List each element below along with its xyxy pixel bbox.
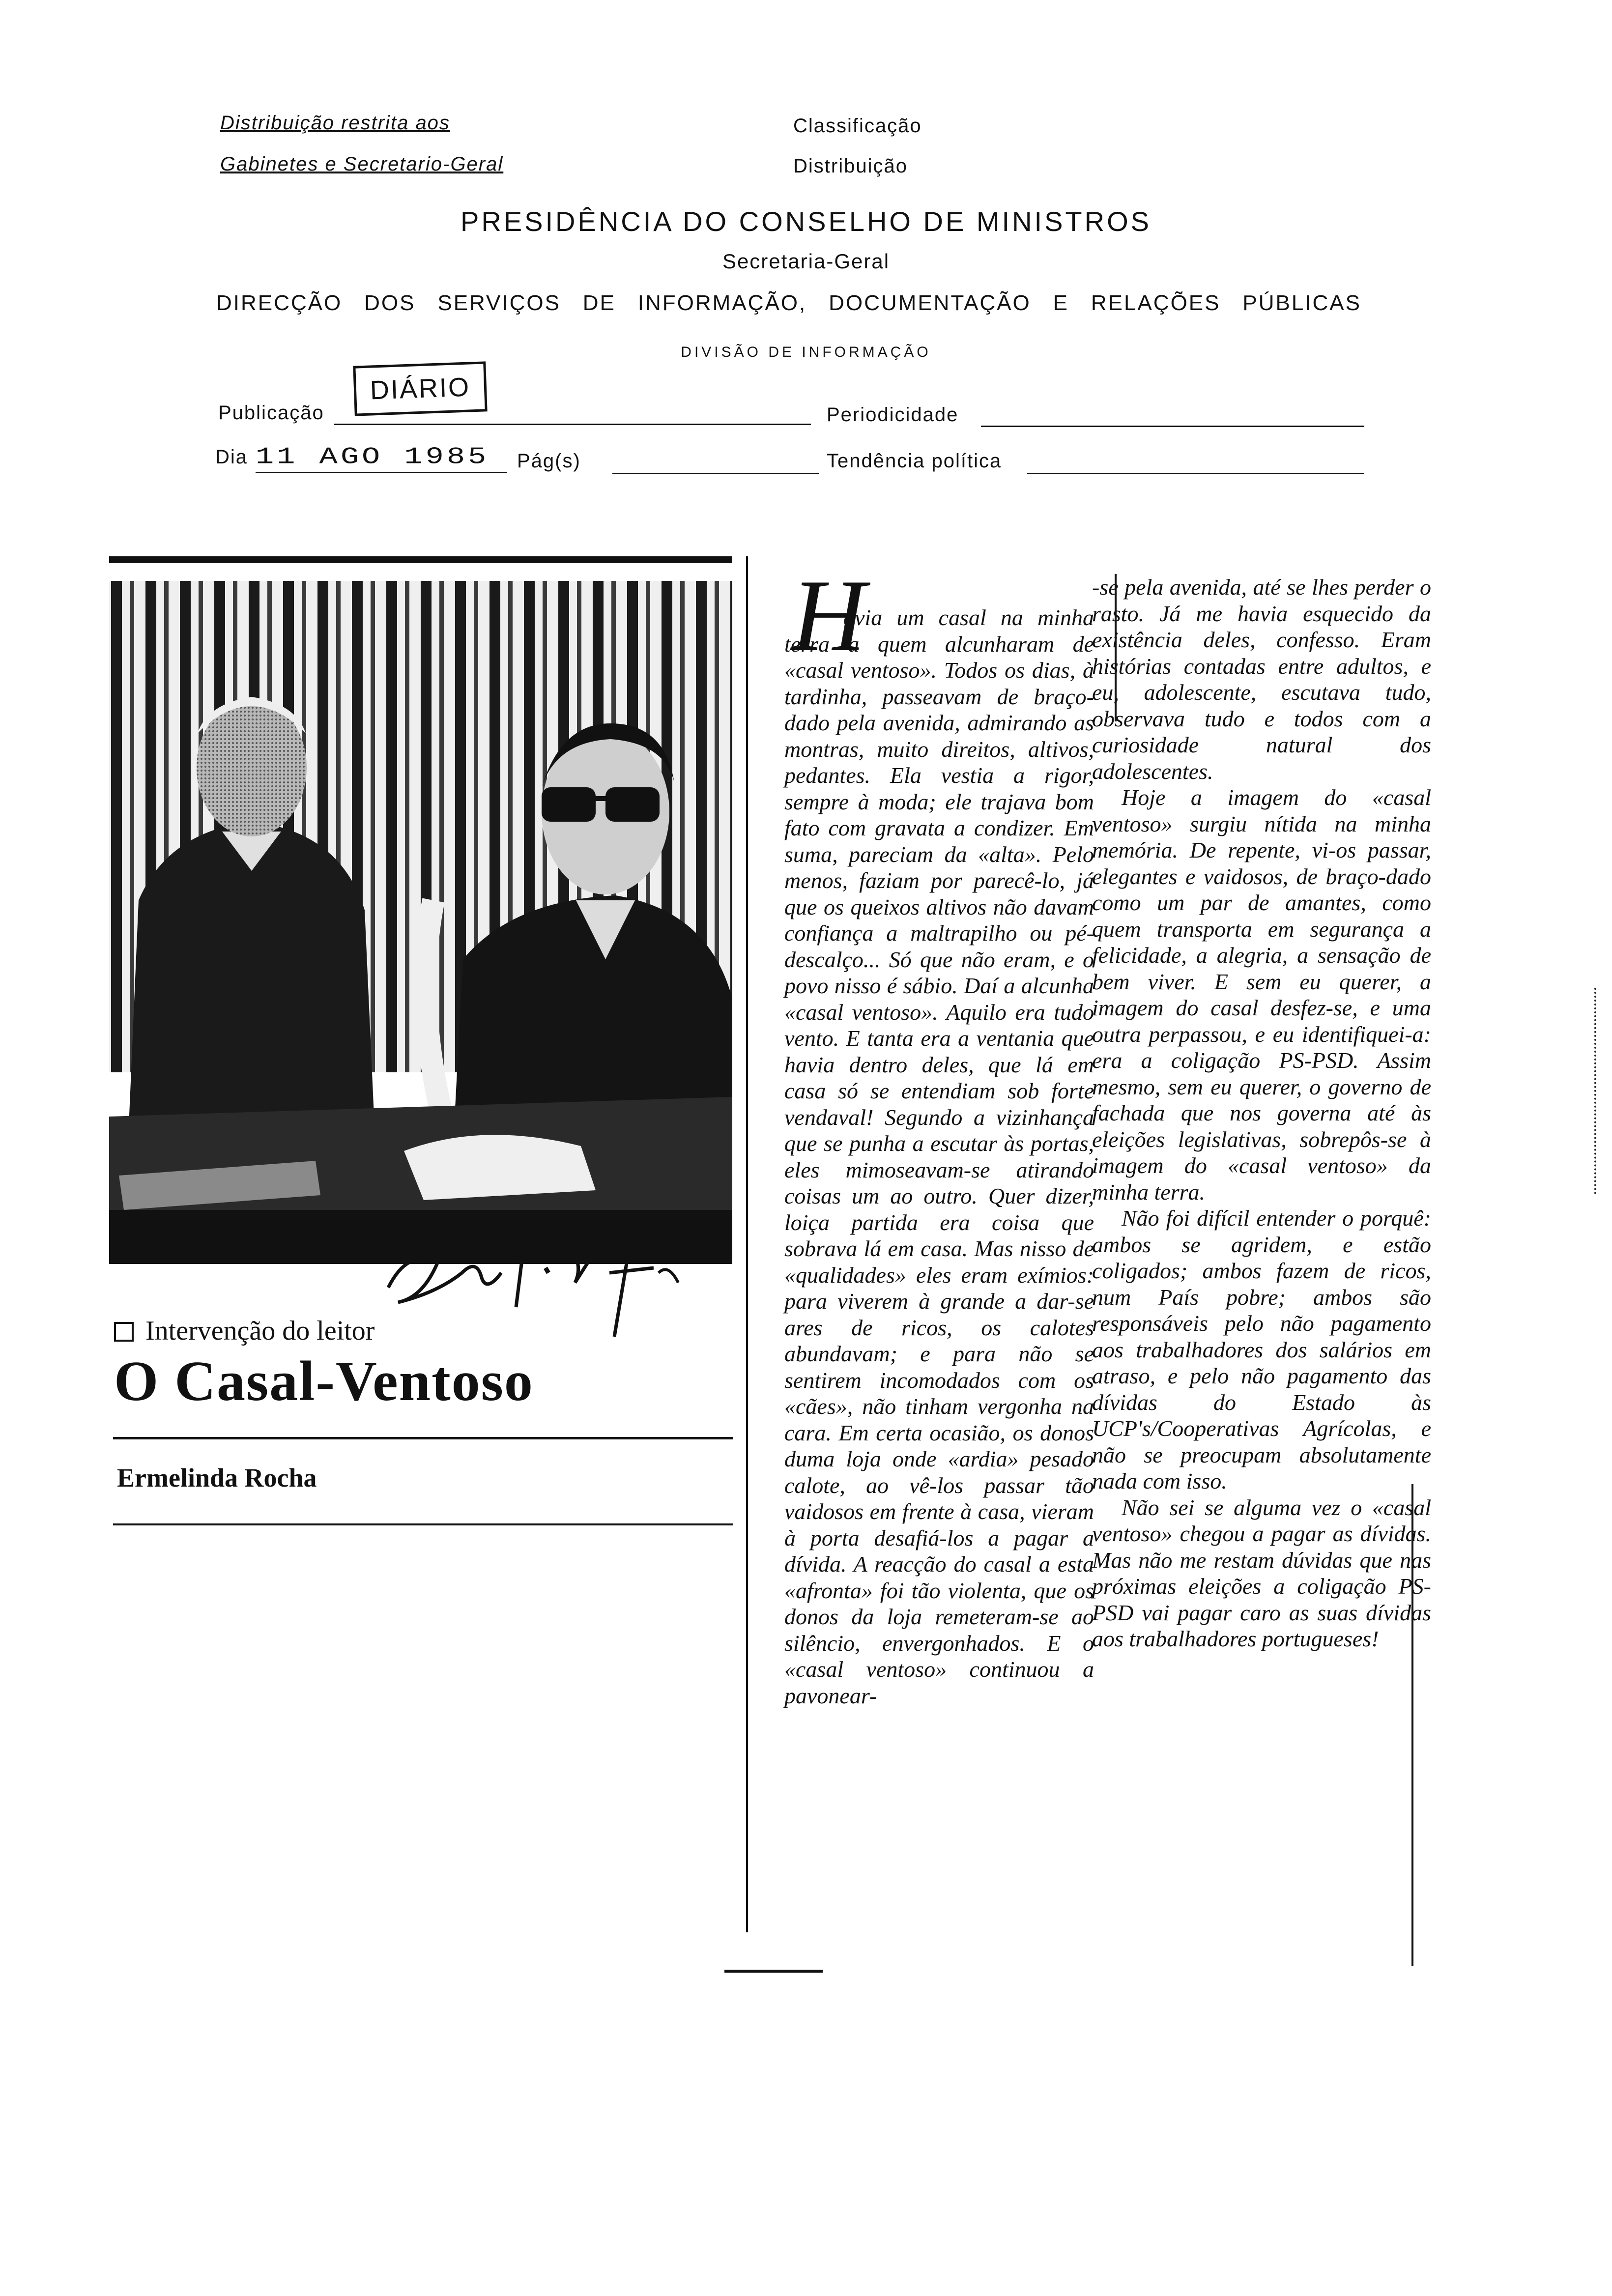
article-paragraph: Não foi difícil entender o porquê: ambos se agridem, e estão coligados; ambos fazem de ricos, num País pobre; ambos são responsáveis pelo não pagamento aos trabalhadores dos salários em atraso, e pelo não pagamento das dívidas do Estado às UCP's/Cooperativas Agrícolas, e não se preocupam absolutamente nada com isso. bbox=[1092, 1205, 1431, 1493]
rubric-checkbox bbox=[114, 1322, 134, 1342]
column-divider-left bbox=[746, 556, 748, 1932]
article-paragraph: avia um casal na minha terra a quem alcunharam de «casal ventoso». Todos os dias, à tardinha, passeavam de braço-dado pela avenida, admirando as montras, muito direitos, altivos, pedantes. Ela vestia a rigor, sempre à moda; ele trajava bom fato com gravata a condizer. Em suma, pareciam da «alta». Pelo menos, faziam por parecê-lo, já que os queixos altivos não davam confiança a maltrapilho ou pé-descalço... Só que não eram, e o povo nisso é sábio. Daí a alcunha «casal ventoso». Aquilo era tudo vento. E tanta era a ventania que havia dentro deles, que lá em casa só se entendiam sob forte vendaval! Segundo a vizinhança que se punha a escutar às portas, eles mimoseavam-se atirando coisas um ao outro. Quer dizer, loiça partida era coisa que sobrava lá em casa. Mas nisso de «qualidades» eles eram exímios: para viverem à grande a dar-se ares de ricos, os calotes abundavam; e para não se sentirem incomodados com os «cães», não tinham vergonha na cara. Em certa ocasião, os donos duma loja onde «ardia» pesado calote, ao vê-los passar tão vaidosos em frente à casa, vieram à porta desafiá-los a pagar a dívida. A reacção do casal a esta «afronta» foi tão violenta, que os donos da loja remeteram-se ao silêncio, envergonhados. E o «casal ventoso» continuou a pavonear- bbox=[784, 605, 1094, 1708]
title-rule bbox=[113, 1437, 733, 1439]
publication-label: Publicação bbox=[218, 402, 324, 424]
article-author: Ermelinda Rocha bbox=[117, 1463, 317, 1492]
org-directorate: DIRECÇÃO DOS SERVIÇOS DE INFORMAÇÃO, DOCUMENTAÇÃO E RELAÇÕES PÚBLICAS bbox=[216, 291, 1361, 315]
org-title: PRESIDÊNCIA DO CONSELHO DE MINISTROS bbox=[461, 206, 1151, 237]
article-column-2 bbox=[1092, 574, 1431, 1652]
org-division: DIVISÃO DE INFORMAÇÃO bbox=[681, 344, 931, 360]
classification-label: Classificação bbox=[793, 115, 922, 137]
distribution-restricted-line: Distribuição restrita aos bbox=[220, 112, 450, 134]
org-subtitle: Secretaria-Geral bbox=[722, 250, 890, 273]
pages-label: Pág(s) bbox=[517, 450, 581, 472]
photo-two-men-illustration bbox=[109, 556, 732, 1264]
periodicity-label: Periodicidade bbox=[827, 404, 959, 426]
pages-field-line bbox=[612, 473, 819, 474]
date-stamp: 11 AGO 1985 bbox=[256, 443, 489, 471]
margin-scan-mark bbox=[1594, 988, 1598, 1194]
signature-scribble bbox=[378, 1199, 683, 1347]
political-tendency-field-line bbox=[1027, 473, 1364, 474]
publication-field-line bbox=[334, 424, 811, 425]
distribution-label: Distribuição bbox=[793, 155, 908, 177]
author-rule bbox=[113, 1523, 733, 1525]
political-tendency-label: Tendência política bbox=[827, 450, 1002, 472]
periodicity-field-line bbox=[981, 426, 1364, 427]
article-rubric: Intervenção do leitor bbox=[145, 1316, 375, 1346]
article-photo bbox=[109, 556, 732, 1264]
day-field-line bbox=[256, 472, 507, 473]
handwritten-signature bbox=[378, 1199, 683, 1349]
day-label: Dia bbox=[215, 446, 248, 468]
article-paragraph: Hoje a imagem do «casal ventoso» surgiu nítida na minha memória. De repente, vi-os passar, elegantes e vaidosos, de braço-dado como um par de amantes, como quem transporta em segurança a felicidade, a alegria, a sensação de bem viver. E sem eu querer, a imagem do casal desfez-se, e uma outra perpassou, e eu identifiquei-a: era a coligação PS-PSD. Assim mesmo, sem eu querer, o governo de fachada que nos governa até às eleições legislativas, sobrepôs-se à imagem do «casal ventoso» da minha terra. bbox=[1092, 785, 1431, 1205]
article-title: O Casal-Ventoso bbox=[114, 1350, 534, 1413]
drop-cap: H bbox=[791, 559, 866, 673]
publication-stamp: DIÁRIO bbox=[353, 361, 487, 416]
article-column-1 bbox=[784, 604, 1094, 1709]
distribution-recipients-line: Gabinetes e Secretario-Geral bbox=[220, 153, 504, 175]
article-end-rule bbox=[724, 1970, 823, 1973]
article-paragraph: -se pela avenida, até se lhes perder o rasto. Já me havia esquecido da existência deles, confesso. Eram histórias contadas entre adultos, e eu, adolescente, escutava tudo, observava tudo e todos com a curiosidade natural dos adolescentes. bbox=[1092, 574, 1431, 784]
article-paragraph: Não sei se alguma vez o «casal ventoso» chegou a pagar as dívidas. Mas não me restam dúvidas que nas próximas eleições a coligação PS-PSD vai pagar caro as suas dívidas aos trabalhadores portugueses! bbox=[1092, 1494, 1431, 1651]
